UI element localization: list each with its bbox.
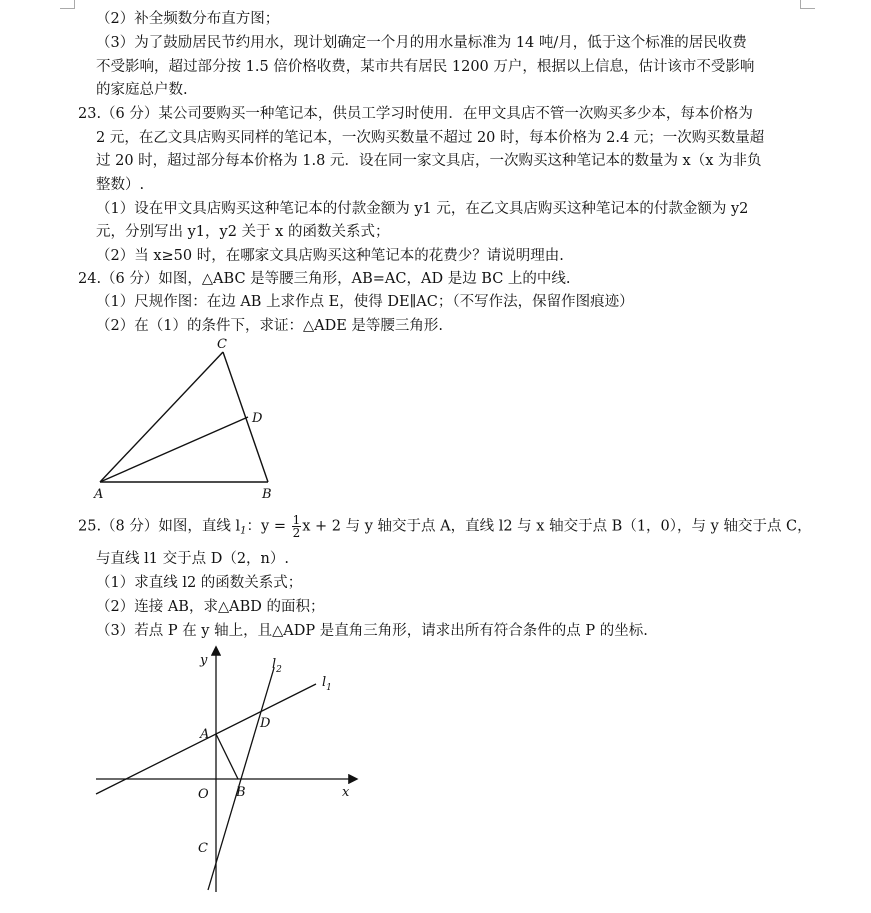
q25-fraction-numerator: 1	[292, 513, 301, 527]
q25-fraction-denominator: 2	[292, 526, 301, 540]
q22-part3-line2: 不受影响，超过部分按 1.5 倍价格收费，某市共有居民 1200 万户，根据以上信息，估计该市不受影响	[96, 59, 755, 75]
segment-AD	[100, 417, 248, 482]
label-A: A	[200, 727, 210, 742]
q23-stem-line3: 过 20 时，超过部分每本价格为 1.8 元．设在同一家文具店，一次购买这种笔记本的数量为 x（x 为非负	[96, 153, 762, 169]
q25-stem-line1	[78, 514, 812, 543]
label-O: O	[198, 787, 209, 802]
page-corner-mark-left	[60, 0, 75, 9]
q22-part3-line1: （3）为了鼓励居民节约用水，现计划确定一个月的用水量标准为 14 吨/月，低于这个标准的居民收费	[96, 35, 747, 51]
label-D: D	[260, 716, 271, 731]
label-l1: $l_1$	[322, 675, 332, 693]
label-B: B	[262, 487, 272, 502]
label-l2: $l_2$	[272, 657, 282, 675]
q25-stem-l1-subscript: 1	[240, 525, 247, 537]
page-corner-mark-right	[800, 0, 815, 9]
segment-AB	[216, 734, 238, 779]
q23-part2: （2）当 x≥50 时，在哪家文具店购买这种笔记本的花费少？请说明理由.	[96, 248, 564, 264]
q23-stem-line2: 2 元，在乙文具店购买同样的笔记本，一次购买数量不超过 20 时，每本价格为 2.4 元；一次购买数量超	[96, 130, 765, 146]
q24-triangle-figure	[88, 332, 288, 504]
segment-AC	[100, 352, 223, 482]
q25-part2: （2）连接 AB，求△ABD 的面积；	[96, 599, 325, 615]
q22-part2: （2）补全频数分布直方图；	[96, 11, 280, 27]
q25-part3: （3）若点 P 在 y 轴上，且△ADP 是直角三角形，请求出所有符合条件的点 P 的坐标.	[96, 623, 648, 639]
label-B: B	[236, 785, 246, 800]
label-A: A	[94, 487, 104, 502]
q24-stem: 24.（6 分）如图，△ABC 是等腰三角形，AB=AC，AD 是边 BC 上的中线.	[78, 271, 571, 287]
label-D: D	[252, 411, 263, 426]
q25-stem-part-c: x + 2 与 y 轴交于点 A，直线 l2 与 x 轴交于点 B（1，0），与 y 轴交于点 C，	[302, 518, 812, 535]
q25-stem-part-a: 25.（8 分）如图，直线 l	[78, 518, 241, 535]
q23-part1-line1: （1）设在甲文具店购买这种笔记本的付款金额为 y1 元，在乙文具店购买这种笔记本的付款金额为 y2	[96, 201, 749, 217]
q25-part1: （1）求直线 l2 的函数关系式；	[96, 575, 303, 591]
q23-stem-line1: 23.（6 分）某公司要购买一种笔记本，供员工学习时使用．在甲文具店不管一次购买多少本，每本价格为	[78, 106, 753, 122]
q25-fraction	[292, 514, 302, 539]
label-C: C	[198, 841, 208, 856]
q25-stem-line2: 与直线 l1 交于点 D（2，n）.	[96, 551, 289, 567]
label-x: x	[342, 785, 350, 800]
q25-stem-part-b: ：y =	[246, 518, 286, 535]
q24-part2: （2）在（1）的条件下，求证：△ADE 是等腰三角形.	[96, 318, 443, 334]
q25-coordinate-figure	[90, 642, 370, 897]
q23-part1-line2: 元，分别写出 y1，y2 关于 x 的函数关系式；	[96, 224, 390, 240]
label-y: y	[200, 653, 208, 668]
q24-part1: （1）尺规作图：在边 AB 上求作点 E，使得 DE∥AC；（不写作法，保留作图痕迹）	[96, 294, 634, 310]
q22-part3-line3: 的家庭总户数.	[96, 82, 188, 98]
q23-stem-line4: 整数）.	[96, 177, 145, 193]
label-C: C	[217, 337, 227, 352]
